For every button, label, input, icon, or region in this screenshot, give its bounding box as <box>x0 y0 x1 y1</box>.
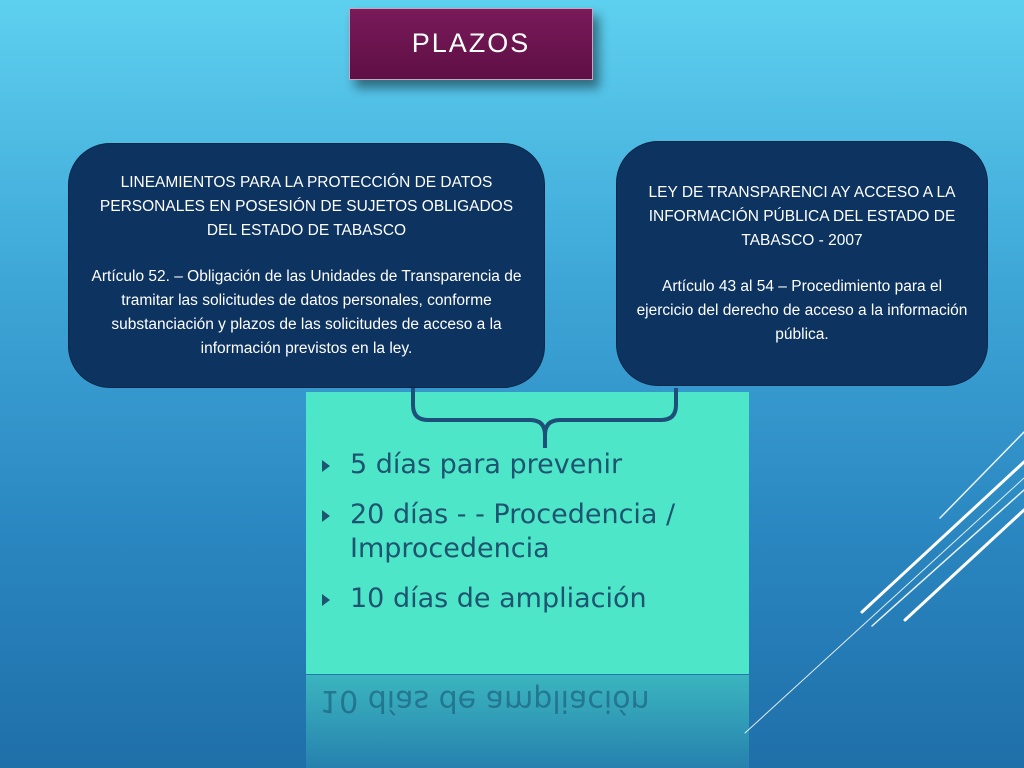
right-card-body: Artículo 43 al 54 – Procedimiento para el ejercicio del derecho de acceso a la información pública. <box>636 277 968 343</box>
right-card-heading: LEY DE TRANSPARENCI AY ACCESO A LA INFORMACIÓN PÚBLICA DEL ESTADO DE TABASCO - 2007 <box>648 183 956 249</box>
left-card-body: Artículo 52. – Obligación de las Unidades de Transparencia de tramitar las solicitudes de datos personales, conforme substanciación y plazos de las solicitudes de acceso a la información previstos en la ley. <box>91 267 522 357</box>
slide-title: PLAZOS <box>411 27 531 58</box>
triangle-bullet-icon <box>322 460 330 472</box>
list-item: 10 días de ampliación <box>320 582 740 616</box>
reflection-text: 10 días de ampliación <box>320 683 650 718</box>
diagonal-lines <box>745 432 1024 733</box>
triangle-bullet-icon <box>322 594 330 606</box>
list-item: 20 días - - Procedencia / Improcedencia <box>320 498 740 566</box>
brace-connector <box>413 388 676 448</box>
left-card-heading: LINEAMIENTOS PARA LA PROTECCIÓN DE DATOS PERSONALES EN POSESIÓN DE SUJETOS OBLIGADOS DEL ESTADO DE TABASCO <box>99 173 514 239</box>
list-item: 5 días para prevenir <box>320 448 740 482</box>
triangle-bullet-icon <box>322 510 330 522</box>
bullet-list <box>320 448 740 632</box>
